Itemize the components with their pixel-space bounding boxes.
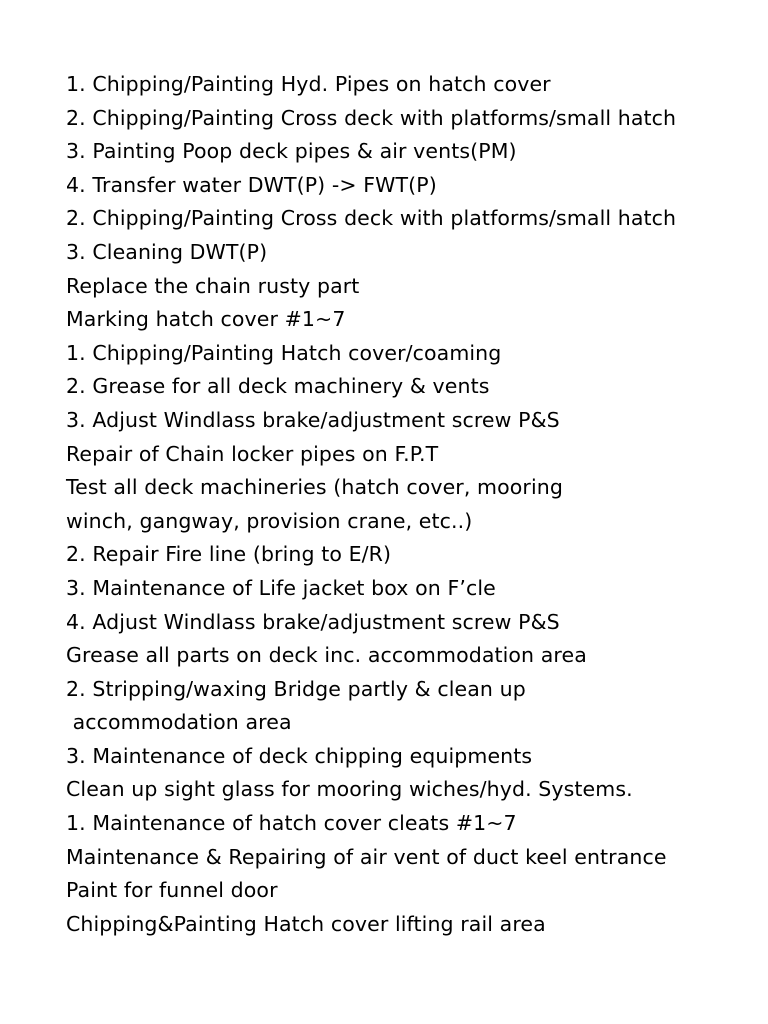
task-line: Maintenance & Repairing of air vent of duct keel entrance: [66, 844, 667, 869]
task-line: 2. Stripping/waxing Bridge partly & clean up: [66, 676, 526, 701]
task-line: 3. Cleaning DWT(P): [66, 239, 268, 264]
task-line: 4. Transfer water DWT(P) -> FWT(P): [66, 172, 437, 197]
task-line: Paint for funnel door: [66, 878, 278, 903]
task-line: 2. Chipping/Painting Cross deck with platforms/small hatch: [66, 105, 677, 130]
task-line: 1. Chipping/Painting Hyd. Pipes on hatch cover: [66, 72, 551, 96]
task-line: accommodation area: [66, 710, 292, 735]
task-line: Grease all parts on deck inc. accommodation area: [66, 643, 587, 668]
task-line: Marking hatch cover #1~7: [66, 307, 346, 332]
task-line: 1. Maintenance of hatch cover cleats #1~7: [66, 811, 517, 836]
task-line: 2. Repair Fire line (bring to E/R): [66, 542, 392, 567]
task-line: Replace the chain rusty part: [66, 273, 360, 298]
task-line: 2. Grease for all deck machinery & vents: [66, 374, 490, 399]
task-line: 2. Chipping/Painting Cross deck with platforms/small hatch: [66, 206, 677, 231]
task-line: 1. Chipping/Painting Hatch cover/coaming: [66, 340, 502, 365]
task-line: Repair of Chain locker pipes on F.P.T: [66, 441, 439, 466]
task-line: Test all deck machineries (hatch cover, mooring: [66, 475, 563, 500]
task-line: 3. Maintenance of Life jacket box on F’cle: [66, 575, 496, 600]
task-line: 3. Maintenance of deck chipping equipments: [66, 743, 533, 768]
task-list: [66, 68, 756, 941]
task-line: Clean up sight glass for mooring wiches/hyd. Systems.: [66, 777, 633, 802]
task-line: 3. Adjust Windlass brake/adjustment screw P&S: [66, 407, 560, 432]
task-line: Chipping&Painting Hatch cover lifting rail area: [66, 911, 546, 936]
task-line: winch, gangway, provision crane, etc..): [66, 508, 473, 533]
task-line: 3. Painting Poop deck pipes & air vents(PM): [66, 139, 517, 164]
task-line: 4. Adjust Windlass brake/adjustment screw P&S: [66, 609, 560, 634]
